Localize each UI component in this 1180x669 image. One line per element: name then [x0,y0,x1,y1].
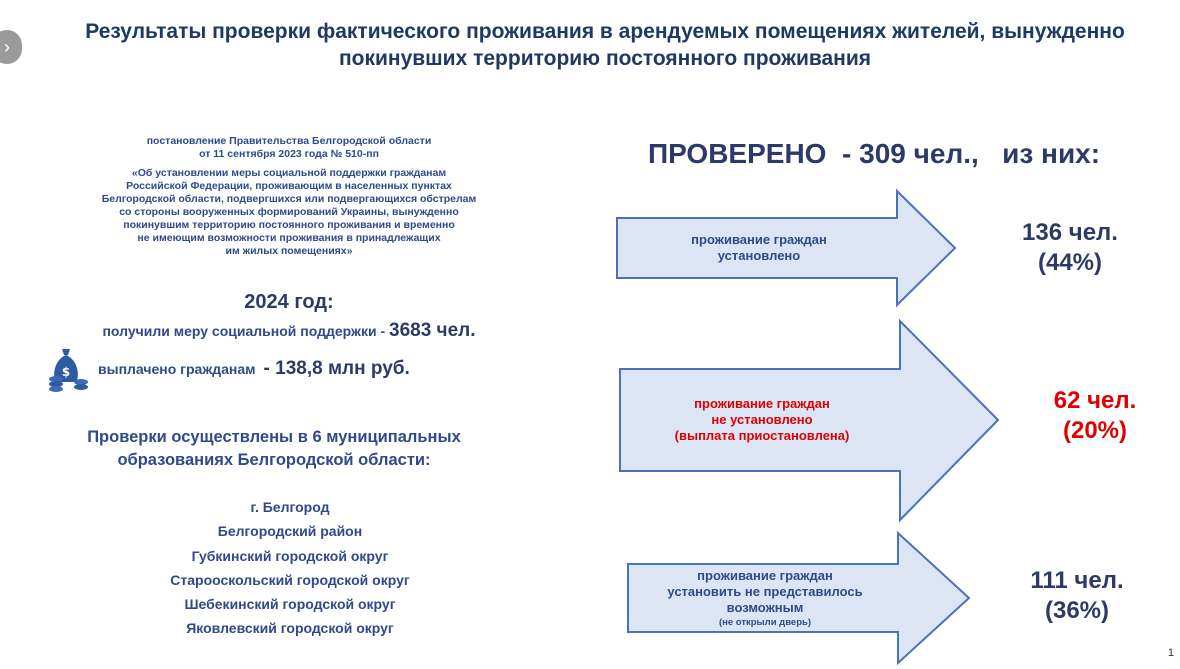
arrow-label [627,369,897,471]
decree-name-line: не имеющим возможности проживания в принадлежащих [137,232,441,244]
result-not-established [1030,386,1160,446]
result-not-possible [1012,566,1142,626]
previous-slide-button[interactable] [0,30,22,64]
municipality-item: Губкинский городской округ [191,547,389,564]
money-bag-icon [48,346,90,392]
label-line: установить не представилось [667,583,863,599]
municipality-item: Яковлевский городской округ [186,620,394,637]
label-line: проживание граждан [697,567,833,583]
label-line: установлено [717,248,801,263]
chevron-right-icon: › [4,36,10,57]
label-line: возможным [726,599,804,615]
decree-name-line: покинувшим территорию постоянного проживания и временно [123,219,455,231]
checks-heading [50,426,498,472]
label-line: (выплата приостановлена) [674,428,850,443]
result-percent: (44%) [1037,249,1103,276]
label-line: проживание граждан [691,232,827,247]
paid-amount [48,346,410,392]
result-percent: (36%) [1044,597,1110,624]
result-arrow-not-possible [625,530,972,666]
decree-ref-1: постановление Правительства Белгородской области [146,135,432,147]
label-line: проживание граждан [694,396,830,411]
checks-line-2: образованиях Белгородской области: [117,451,431,469]
municipality-item: Шебекинский городской округ [184,596,396,613]
result-arrow-not-established [617,318,1001,523]
page-number: 1 [1167,647,1174,659]
decree-name-line: Белгородской области, подвергшихся или подвергающихся обстрелам [101,193,477,205]
paid-label: выплачено гражданам [98,361,256,377]
checks-line-1: Проверки осуществлены в 6 муниципальных [87,428,461,446]
arrow-label [635,564,895,632]
paid-value: - 138,8 млн руб. [263,358,410,379]
result-arrow-established [614,188,958,308]
result-percent: (20%) [1062,417,1128,444]
decree-name-line: со стороны вооруженных формирований Украины, вынужденно [119,206,459,218]
decree-name-line: им жилых помещениях» [225,245,353,257]
label-line: не установлено [711,412,813,427]
municipality-item: г. Белгород [250,499,330,515]
result-count: 136 чел. [1022,219,1118,246]
municipality-item: Старооскольский городской округ [170,571,410,588]
support-recipients [50,320,528,342]
support-value: 3683 чел. [389,320,476,341]
result-count: 111 чел. [1030,567,1124,594]
year-heading: 2024 год: [244,291,334,313]
municipality-item: Белгородский район [217,523,363,540]
result-established [1005,218,1135,278]
support-label: получили меру социальной поддержки - [102,323,390,339]
svg-text:$: $ [61,365,71,379]
result-count: 62 чел. [1053,387,1137,414]
checked-total: ПРОВЕРЕНО - 309 чел., из них: [648,138,1101,169]
title-line-2: покинувших территорию постоянного проживания [338,47,872,70]
arrow-label [624,218,894,278]
label-note: (не открыли дверь) [718,616,812,628]
decree-ref-2: от 11 сентября 2023 года № 510-пп [199,148,379,160]
decree-name-line: «Об установлении меры социальной поддержки гражданам [131,167,447,179]
decree-reference [50,135,528,258]
title-line-1: Результаты проверки фактического проживания в арендуемых помещениях жителей, вынужденно [85,20,1125,43]
page-title [40,18,1170,72]
municipality-list [100,495,480,641]
decree-name-line: Российской Федерации, проживающим в населенных пунктах [126,180,452,192]
